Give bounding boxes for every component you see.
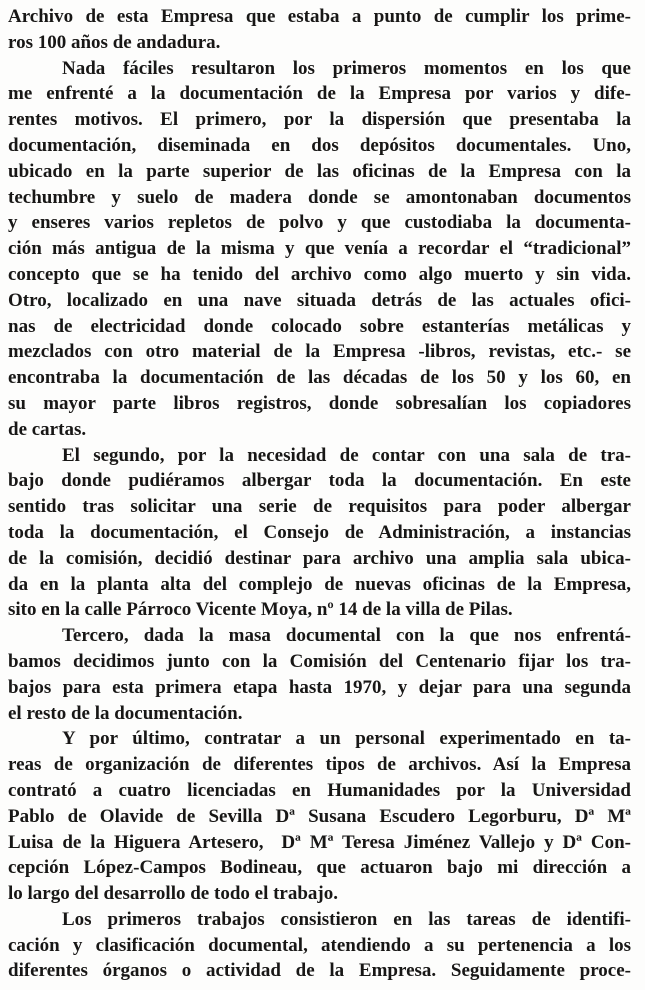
text-line: sito en la calle Párroco Vicente Moya, nº 14 de la villa de Pilas. bbox=[8, 599, 513, 621]
text-line: ubicado en la parte superior de las oficinas de la Empresa con la bbox=[8, 160, 631, 182]
paragraph bbox=[8, 726, 631, 907]
text-line: encontraba la documentación de las décadas de los 50 y los 60, en bbox=[8, 367, 631, 389]
text-line: concepto que se ha tenido del archivo como algo muerto y sin vida. bbox=[8, 263, 631, 285]
text-line: su mayor parte libros registros, donde sobresalían los copiadores bbox=[8, 392, 631, 414]
text-line: el resto de la documentación. bbox=[8, 702, 243, 724]
text-line: techumbre y suelo de madera donde se amontonaban documentos bbox=[8, 186, 631, 208]
text-line: Otro, localizado en una nave situada detrás de las actuales ofici- bbox=[8, 289, 631, 311]
text-line: y enseres varios repletos de polvo y que custodiaba la documenta- bbox=[8, 212, 631, 234]
text-line: bamos decidimos junto con la Comisión del Centenario fijar los tra- bbox=[8, 650, 631, 672]
paragraph bbox=[8, 56, 631, 443]
text-line: Nada fáciles resultaron los primeros momentos en los que bbox=[62, 57, 631, 79]
text-line: ros 100 años de andadura. bbox=[8, 31, 221, 53]
paragraph bbox=[8, 907, 631, 984]
text-block bbox=[8, 4, 631, 984]
text-line: lo largo del desarrollo de todo el trabajo. bbox=[8, 883, 339, 905]
text-line: contrató a cuatro licenciadas en Humanidades por la Universidad bbox=[8, 779, 631, 801]
text-line: me enfrenté a la documentación de la Empresa por varios y dife- bbox=[8, 83, 631, 105]
paragraph bbox=[8, 623, 631, 726]
paragraph bbox=[8, 4, 631, 56]
text-line: cepción López-Campos Bodineau, que actuaron bajo mi dirección a bbox=[8, 857, 631, 879]
text-line: nas de electricidad donde colocado sobre estanterías metálicas y bbox=[8, 315, 631, 337]
text-line: sentido tras solicitar una serie de requisitos para poder albergar bbox=[8, 496, 631, 518]
paragraph bbox=[8, 443, 631, 624]
text-line: da en la planta alta del complejo de nuevas oficinas de la Empresa, bbox=[8, 573, 631, 595]
text-line: reas de organización de diferentes tipos de archivos. Así la Empresa bbox=[8, 754, 631, 776]
text-line: diferentes órganos o actividad de la Empresa. Seguidamente proce- bbox=[8, 960, 631, 982]
text-line: toda la documentación, el Consejo de Administración, a instancias bbox=[8, 521, 631, 543]
text-line: de cartas. bbox=[8, 418, 87, 440]
text-line: ción más antigua de la misma y que venía a recordar el “tradicional” bbox=[8, 238, 631, 260]
text-line: Pablo de Olavide de Sevilla Dª Susana Escudero Legorburu, Dª Mª bbox=[8, 805, 631, 827]
text-line: Y por último, contratar a un personal experimentado en ta- bbox=[62, 728, 631, 750]
text-line: Luisa de la Higuera Artesero, Dª Mª Teresa Jiménez Vallejo y Dª Con- bbox=[8, 831, 631, 853]
text-line: mezclados con otro material de la Empresa -libros, revistas, etc.- se bbox=[8, 341, 631, 363]
text-line: documentación, diseminada en dos depósitos documentales. Uno, bbox=[8, 134, 631, 156]
text-line: El segundo, por la necesidad de contar con una sala de tra- bbox=[62, 444, 631, 466]
text-line: Tercero, dada la masa documental con la que nos enfrentá- bbox=[62, 625, 631, 647]
text-line: de la comisión, decidió destinar para archivo una amplia sala ubica- bbox=[8, 547, 631, 569]
text-line: bajo donde pudiéramos albergar toda la documentación. En este bbox=[8, 470, 631, 492]
text-line: bajos para esta primera etapa hasta 1970, y dejar para una segunda bbox=[8, 676, 631, 698]
text-line: Los primeros trabajos consistieron en las tareas de identifi- bbox=[62, 908, 631, 930]
text-line: rentes motivos. El primero, por la dispersión que presentaba la bbox=[8, 109, 631, 131]
text-line: cación y clasificación documental, atendiendo a su pertenencia a los bbox=[8, 934, 631, 956]
text-line: Archivo de esta Empresa que estaba a punto de cumplir los prime- bbox=[8, 6, 631, 27]
